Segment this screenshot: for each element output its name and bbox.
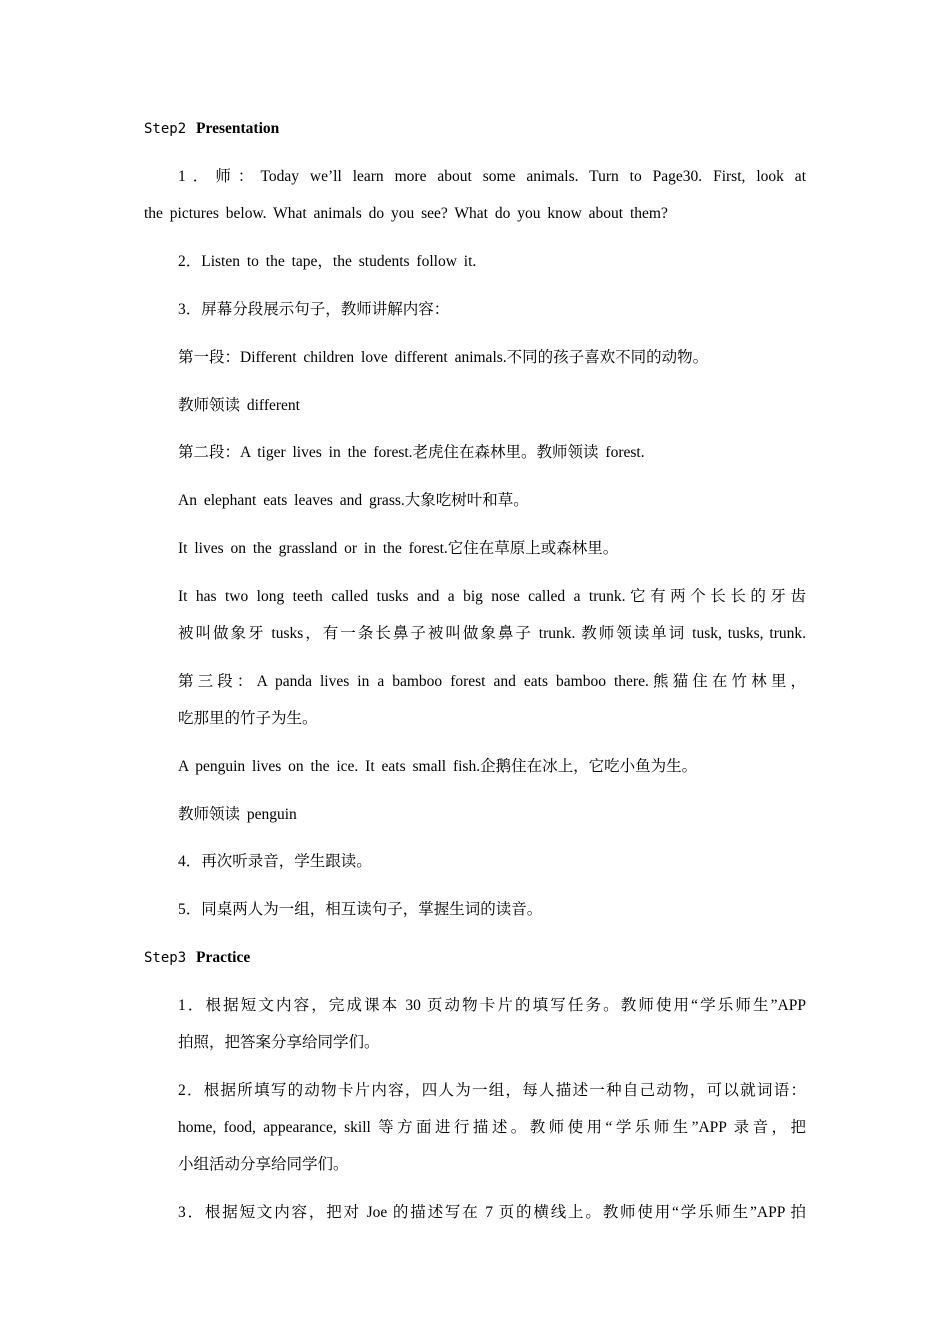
step2-line: It has two long teeth called tusks and a big nose called a trunk.它有两个长长的牙齿 bbox=[178, 588, 806, 605]
step3-line: 小组活动分享给同学们。 bbox=[178, 1156, 349, 1173]
step2-line: the pictures below. What animals do you see? What do you know about them? bbox=[144, 205, 668, 222]
step2-line: It lives on the grassland or in the forest.它住在草原上或森林里。 bbox=[178, 540, 619, 557]
step3-label: Step3 bbox=[144, 950, 187, 966]
step3-line: home, food, appearance, skill 等方面进行描述。教师使用“学乐师生”APP 录音，把 bbox=[178, 1119, 806, 1136]
step3-line: 3．根据短文内容，把对 Joe 的描述写在 7 页的横线上。教师使用“学乐师生”APP 拍 bbox=[178, 1204, 806, 1221]
step2-line: 第三段：A panda lives in a bamboo forest and eats bamboo there.熊猫住在竹林里， bbox=[178, 673, 806, 690]
step2-line: 教师领读 different bbox=[178, 397, 300, 414]
step2-line: 第一段：Different children love different animals.不同的孩子喜欢不同的动物。 bbox=[178, 349, 709, 366]
step2-title: Presentation bbox=[196, 120, 280, 137]
step2-line: 教师领读 penguin bbox=[178, 806, 297, 823]
step2-line: 被叫做象牙 tusks，有一条长鼻子被叫做象鼻子 trunk. 教师领读单词 tusk, tusks, trunk. bbox=[178, 625, 806, 642]
step2-label: Step2 bbox=[144, 121, 187, 137]
step2-line: 第二段：A tiger lives in the forest.老虎住在森林里。教师领读 forest. bbox=[178, 444, 645, 461]
step2-line: 2．Listen to the tape，the students follow it. bbox=[178, 253, 477, 270]
step3-line: 2．根据所填写的动物卡片内容，四人为一组，每人描述一种自己动物，可以就词语： bbox=[178, 1082, 806, 1099]
step2-heading bbox=[144, 119, 279, 139]
step2-line: A penguin lives on the ice. It eats small fish.企鹅住在冰上，它吃小鱼为生。 bbox=[178, 758, 698, 775]
step2-line: 1．师：Today we’ll learn more about some animals. Turn to Page30. First, look at bbox=[178, 168, 806, 185]
step2-line: 3．屏幕分段展示句子，教师讲解内容： bbox=[178, 301, 450, 318]
step2-line: An elephant eats leaves and grass.大象吃树叶和草。 bbox=[178, 492, 529, 509]
step3-line: 1．根据短文内容，完成课本 30 页动物卡片的填写任务。教师使用“学乐师生”APP bbox=[178, 997, 806, 1014]
step3-heading bbox=[144, 948, 250, 968]
step3-line: 拍照，把答案分享给同学们。 bbox=[178, 1034, 380, 1051]
step3-title: Practice bbox=[196, 949, 251, 966]
step2-line: 5．同桌两人为一组，相互读句子，掌握生词的读音。 bbox=[178, 901, 543, 918]
step2-line: 吃那里的竹子为生。 bbox=[178, 710, 318, 727]
step2-line: 4．再次听录音，学生跟读。 bbox=[178, 853, 372, 870]
